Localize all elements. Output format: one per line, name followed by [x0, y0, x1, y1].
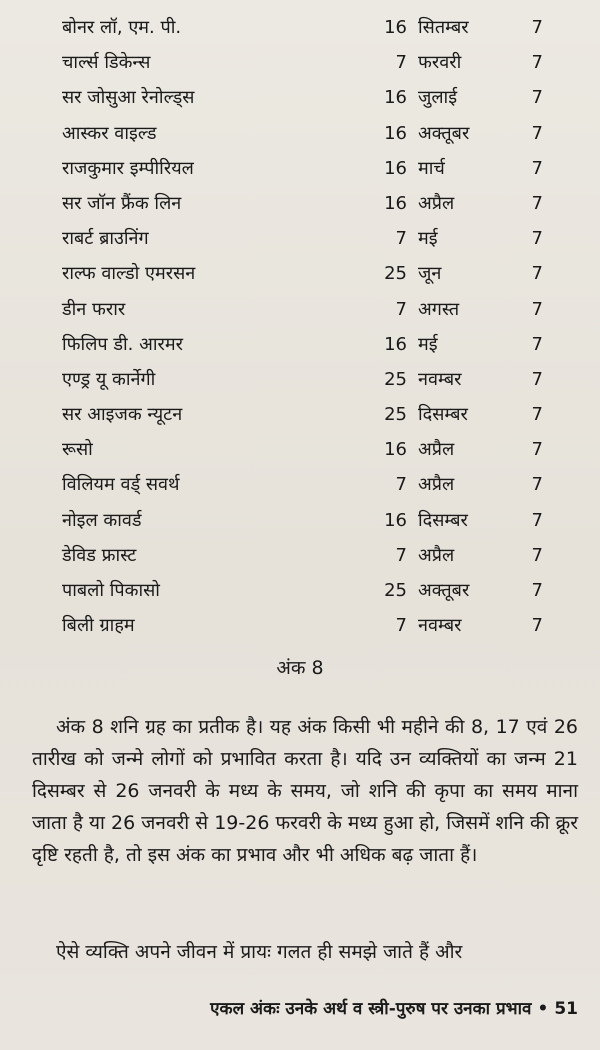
person-name: सर जोसुआ रेनोल्ड्स — [62, 87, 195, 109]
birth-number: 7 — [531, 368, 543, 390]
table-row — [0, 219, 600, 254]
page-footer — [210, 996, 578, 1019]
table-row — [0, 254, 600, 289]
birth-month: अक्तूबर — [418, 122, 470, 144]
birth-day: 25 — [384, 580, 407, 601]
person-name: विलियम वर्ड् सवर्थ — [62, 474, 180, 496]
birth-day: 7 — [395, 228, 407, 250]
table-row — [0, 465, 600, 500]
birth-day: 7 — [395, 52, 407, 74]
section-heading: अंक 8 — [276, 657, 324, 679]
body-paragraph-1: अंक 8 शनि ग्रह का प्रतीक है। यह अंक किसी भी महीने की 8, 17 एवं 26 तारीख को जन्मे लोगों को प्रभावित करता है। यदि उन व्यक्तियों का जन्म 21 दिसम्बर से 26 जनवरी के मध्य के समय, जो शनि की कृपा का समय माना जाता है या 26 जनवरी से 19-26 फरवरी के मध्य हुआ हो, जिसमें शनि की क्रूर दृष्टि रहती है, तो इस अंक का प्रभाव और भी अधिक बढ़ जाता हैं। — [32, 716, 578, 866]
birth-number: 7 — [531, 17, 543, 38]
birth-month: जुलाई — [418, 87, 458, 109]
birth-day: 16 — [384, 192, 407, 214]
person-name: सर आइजक न्यूटन — [62, 404, 183, 426]
birth-number: 7 — [531, 192, 543, 214]
birth-number: 7 — [531, 544, 543, 566]
person-name: एण्ड्र यू कार्नेगी — [62, 368, 156, 390]
birth-number: 7 — [531, 474, 543, 496]
table-row — [0, 184, 600, 219]
person-name: डीन फरार — [62, 298, 126, 320]
birth-day: 16 — [384, 439, 407, 461]
birth-month: मई — [418, 228, 438, 250]
birth-month: अक्तूबर — [418, 580, 470, 601]
birth-day: 16 — [384, 333, 407, 355]
person-name: डेविड फ्रास्ट — [62, 544, 137, 566]
person-name: सर जॉन फ्रैंक लिन — [62, 192, 182, 214]
birth-number: 7 — [531, 615, 543, 637]
birth-day: 7 — [395, 615, 407, 637]
birth-day: 7 — [395, 544, 407, 566]
table-row — [0, 360, 600, 395]
page-number: 51 — [554, 999, 578, 1019]
birth-number: 7 — [531, 298, 543, 320]
person-name: राबर्ट ब्राउनिंग — [62, 228, 149, 250]
birth-month: अप्रैल — [418, 439, 455, 461]
birth-number: 7 — [531, 509, 543, 531]
birth-day: 16 — [384, 87, 407, 109]
birth-number: 7 — [531, 580, 543, 601]
birth-day: 25 — [384, 368, 407, 390]
body-paragraph-2: ऐसे व्यक्ति अपने जीवन में प्रायः गलत ही समझे जाते हैं और — [56, 941, 463, 963]
table-row — [0, 290, 600, 325]
table-row — [0, 8, 600, 43]
person-name: राल्फ वाल्डो एमरसन — [62, 263, 196, 285]
table-row — [0, 395, 600, 430]
birth-number: 7 — [531, 157, 543, 179]
birth-month: सितम्बर — [418, 17, 469, 38]
birth-month: नवम्बर — [418, 368, 462, 390]
table-row — [0, 606, 600, 641]
birth-number: 7 — [531, 52, 543, 74]
birth-day: 25 — [384, 404, 407, 426]
person-name: पाबलो पिकासो — [62, 580, 160, 601]
person-name: बिली ग्राहम — [62, 615, 135, 637]
birth-day: 16 — [384, 157, 407, 179]
person-name: बोनर लॉ, एम. पी. — [62, 17, 182, 38]
footer-bullet: • — [537, 999, 549, 1019]
birth-day: 7 — [395, 474, 407, 496]
birth-month: फरवरी — [418, 52, 462, 74]
birth-number: 7 — [531, 122, 543, 144]
birth-month: मई — [418, 333, 438, 355]
table-row — [0, 501, 600, 536]
table-row — [0, 43, 600, 78]
birth-day: 16 — [384, 122, 407, 144]
birth-number: 7 — [531, 439, 543, 461]
table-row — [0, 149, 600, 184]
birth-month: दिसम्बर — [418, 404, 468, 426]
birthdate-table — [0, 8, 600, 641]
birth-month: अप्रैल — [418, 544, 455, 566]
birth-month: जून — [418, 263, 442, 285]
person-name: राजकुमार इम्पीरियल — [62, 157, 194, 179]
person-name: रूसो — [62, 439, 93, 461]
running-title: एकल अंकः उनके अर्थ व स्त्री-पुरुष पर उनका प्रभाव — [210, 999, 532, 1019]
birth-day: 16 — [384, 17, 407, 38]
table-row — [0, 430, 600, 465]
birth-month: नवम्बर — [418, 615, 462, 637]
person-name: फिलिप डी. आरमर — [62, 333, 183, 355]
birth-number: 7 — [531, 228, 543, 250]
birth-month: अगस्त — [418, 298, 460, 320]
birth-month: अप्रैल — [418, 192, 455, 214]
person-name: नोइल कावर्ड — [62, 509, 142, 531]
person-name: चार्ल्स डिकेन्स — [62, 52, 151, 74]
birth-month: अप्रैल — [418, 474, 455, 496]
birth-number: 7 — [531, 404, 543, 426]
table-row — [0, 78, 600, 113]
birth-day: 25 — [384, 263, 407, 285]
person-name: आस्कर वाइल्ड — [62, 122, 157, 144]
birth-day: 16 — [384, 509, 407, 531]
table-row — [0, 114, 600, 149]
birth-number: 7 — [531, 87, 543, 109]
table-row — [0, 325, 600, 360]
table-row — [0, 536, 600, 571]
birth-number: 7 — [531, 333, 543, 355]
birth-month: दिसम्बर — [418, 509, 468, 531]
table-row — [0, 571, 600, 606]
birth-number: 7 — [531, 263, 543, 285]
birth-day: 7 — [395, 298, 407, 320]
birth-month: मार्च — [418, 157, 445, 179]
